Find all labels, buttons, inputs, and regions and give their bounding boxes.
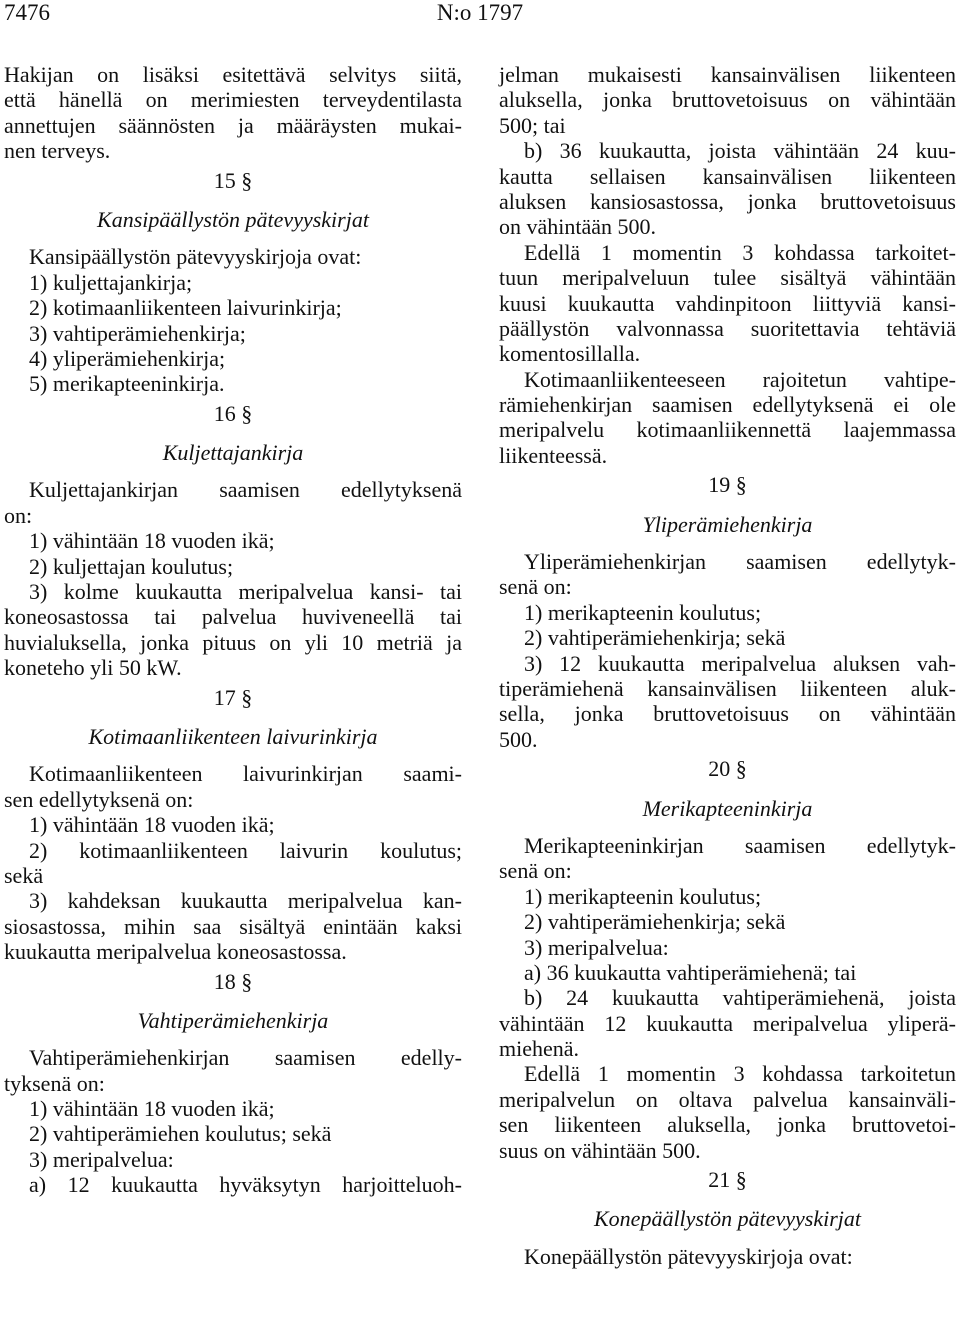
paragraph-start-line: Yliperämiehenkirjan saamisen edellytyk-	[524, 549, 956, 575]
paragraph-start-line: Edellä 1 momentin 3 kohdassa tarkoitetun	[524, 1061, 956, 1087]
section-number: 19 §	[708, 472, 747, 498]
paragraph-start-line: a) 12 kuukautta hyväksytyn harjoitteluoh-	[29, 1172, 462, 1198]
paragraph-start-line: Kuljettajankirjan saamisen edellytyksenä	[29, 477, 462, 503]
section-heading: Kansipäällystön pätevyyskirjat	[97, 206, 369, 232]
paragraph-start-line: Kotimaanliikenteeseen rajoitetun vahtipe-	[524, 366, 956, 392]
paragraph-start-line: Kansipäällystön pätevyyskirjoja ovat:	[29, 244, 362, 270]
section-number: 20 §	[708, 756, 747, 782]
section-heading: Kuljettajankirja	[162, 440, 304, 466]
paragraph-start-line: 3) vahtiperämiehenkirja;	[29, 320, 246, 346]
text-line: tyksenä on:	[4, 1070, 105, 1096]
text-line: sen liikenteen aluksella, jonka bruttovetoi-	[499, 1112, 956, 1138]
text-line: suus on vähintään 500.	[499, 1137, 701, 1163]
text-line: aluksella, jonka bruttovetoisuus on vähintään	[499, 87, 956, 113]
text-line: sekä	[4, 862, 44, 888]
issue-number: N:o 1797	[436, 0, 524, 25]
paragraph-start-line: Vahtiperämiehenkirjan saamisen edelly-	[29, 1045, 462, 1071]
right-column	[499, 62, 956, 1269]
section-number: 15 §	[213, 167, 253, 193]
section-number: 18 §	[213, 968, 253, 994]
text-line: siosastossa, mihin saa sisältyä enintään kaksi	[4, 913, 462, 939]
text-line: päällystön valvonnassa suoritettavia tehtäviä	[499, 315, 956, 341]
paragraph-start-line: 2) vahtiperämiehenkirja; sekä	[524, 625, 786, 651]
paragraph-start-line: 5) merikapteeninkirja.	[29, 371, 225, 397]
text-line: aluksen kansiosastossa, jonka bruttovetoisuus	[499, 188, 956, 214]
paragraph-start-line: 1) kuljettajankirja;	[29, 269, 193, 295]
paragraph-start-line: Merikapteeninkirjan saamisen edellytyk-	[524, 832, 956, 858]
paragraph-start-line: 1) vähintään 18 vuoden ikä;	[29, 812, 275, 838]
paragraph-start-line: a) 36 kuukautta vahtiperämiehenä; tai	[524, 959, 857, 985]
text-line: meripalvelun on oltava palvelua kansainväli-	[499, 1086, 956, 1112]
paragraph-start-line: 1) vähintään 18 vuoden ikä;	[29, 1096, 275, 1122]
text-line: kautta sellaisen kansainvälisen liikenteen	[499, 163, 956, 189]
text-line: nen terveys.	[4, 138, 111, 164]
paragraph-start-line: 2) vahtiperämiehenkirja; sekä	[524, 909, 786, 935]
text-line: jelman mukaisesti kansainvälisen liikenteen	[499, 62, 956, 87]
text-line: meripalvelu kotimaanliikennettä laajemmassa	[499, 417, 956, 443]
paragraph-start-line: 1) merikapteenin koulutus;	[524, 883, 762, 909]
paragraph-start-line: 2) kuljettajan koulutus;	[29, 553, 234, 579]
text-line: liikenteessä.	[499, 442, 608, 468]
paragraph-start-line: b) 24 kuukautta vahtiperämiehenä, joista	[524, 985, 956, 1011]
text-line: koneosastossa tai palvelua huviveneellä tai	[4, 604, 462, 630]
paragraph-start-line: b) 36 kuukautta, joista vähintään 24 kuu-	[524, 138, 956, 164]
paragraph-start-line: 3) meripalvelua:	[524, 934, 669, 960]
section-number: 17 §	[213, 684, 253, 710]
paragraph-start-line: 3) 12 kuukautta meripalvelua aluksen vah-	[524, 650, 956, 676]
section-heading: Merikapteeninkirja	[642, 795, 813, 821]
section-heading: Kotimaanliikenteen laivurinkirja	[88, 723, 378, 749]
paragraph-start-line: 3) kolme kuukautta meripalvelua kansi- tai	[29, 579, 462, 605]
section-heading: Yliperämiehenkirja	[642, 511, 813, 537]
text-line: tiperämiehenä kansainvälisen liikenteen aluk-	[499, 675, 956, 701]
section-heading: Vahtiperämiehenkirja	[137, 1007, 329, 1033]
text-line: sella, jonka bruttovetoisuus on vähintään	[499, 701, 956, 727]
text-line: miehenä.	[499, 1036, 580, 1062]
text-line: 500; tai	[499, 112, 566, 138]
paragraph-start-line: 3) kahdeksan kuukautta meripalvelua kan-	[29, 888, 462, 914]
paragraph-start-line: 3) meripalvelua:	[29, 1146, 174, 1172]
text-line: kuukautta meripalvelua koneosastossa.	[4, 939, 347, 965]
text-line: annettujen säännösten ja määräysten mukai-	[4, 112, 462, 138]
paragraph-start-line: 2) kotimaanliikenteen laivurinkirja;	[29, 295, 342, 321]
text-line: huvialuksella, jonka pituus on yli 10 metriä ja	[4, 629, 462, 655]
text-line: Hakijan on lisäksi esitettävä selvitys siitä,	[4, 62, 462, 87]
text-line: kuusi kuukautta vahdinpitoon liittyviä kansi-	[499, 290, 956, 316]
paragraph-start-line: 2) vahtiperämiehen koulutus; sekä	[29, 1121, 332, 1147]
text-line: tuun meripalveluun tulee sisältyä vähintään	[499, 265, 956, 291]
page-number: 7476	[4, 0, 50, 25]
paragraph-start-line: Edellä 1 momentin 3 kohdassa tarkoitet-	[524, 239, 956, 265]
text-line: senä on:	[499, 574, 572, 600]
paragraph-start-line: 4) yliperämiehenkirja;	[29, 345, 226, 371]
paragraph-start-line: 1) vähintään 18 vuoden ikä;	[29, 528, 275, 554]
text-line: senä on:	[499, 858, 572, 884]
text-line: 500.	[499, 726, 538, 752]
text-line: on vähintään 500.	[499, 214, 657, 240]
section-heading: Konepäällystön pätevyyskirjat	[594, 1206, 861, 1232]
paragraph-start-line: Kotimaanliikenteen laivurinkirjan saami-	[29, 761, 462, 787]
text-line: komentosillalla.	[499, 341, 641, 367]
paragraph-start-line: 1) merikapteenin koulutus;	[524, 599, 762, 625]
text-line: vähintään 12 kuukautta meripalvelua yliperä-	[499, 1010, 956, 1036]
text-line: on:	[4, 502, 33, 528]
text-line: koneteho yli 50 kW.	[4, 655, 182, 681]
paragraph-start-line: 2) kotimaanliikenteen laivurin koulutus;	[29, 837, 462, 863]
paragraph-start-line: Konepäällystön pätevyyskirjoja ovat:	[524, 1243, 853, 1269]
left-column	[4, 62, 462, 1198]
text-line: rämiehenkirjan saamisen edellytyksenä ei ole	[499, 392, 956, 418]
text-line: että hänellä on merimiesten terveydentilasta	[4, 87, 462, 113]
text-line: sen edellytyksenä on:	[4, 786, 194, 812]
section-number: 21 §	[708, 1167, 747, 1193]
section-number: 16 §	[213, 400, 253, 426]
